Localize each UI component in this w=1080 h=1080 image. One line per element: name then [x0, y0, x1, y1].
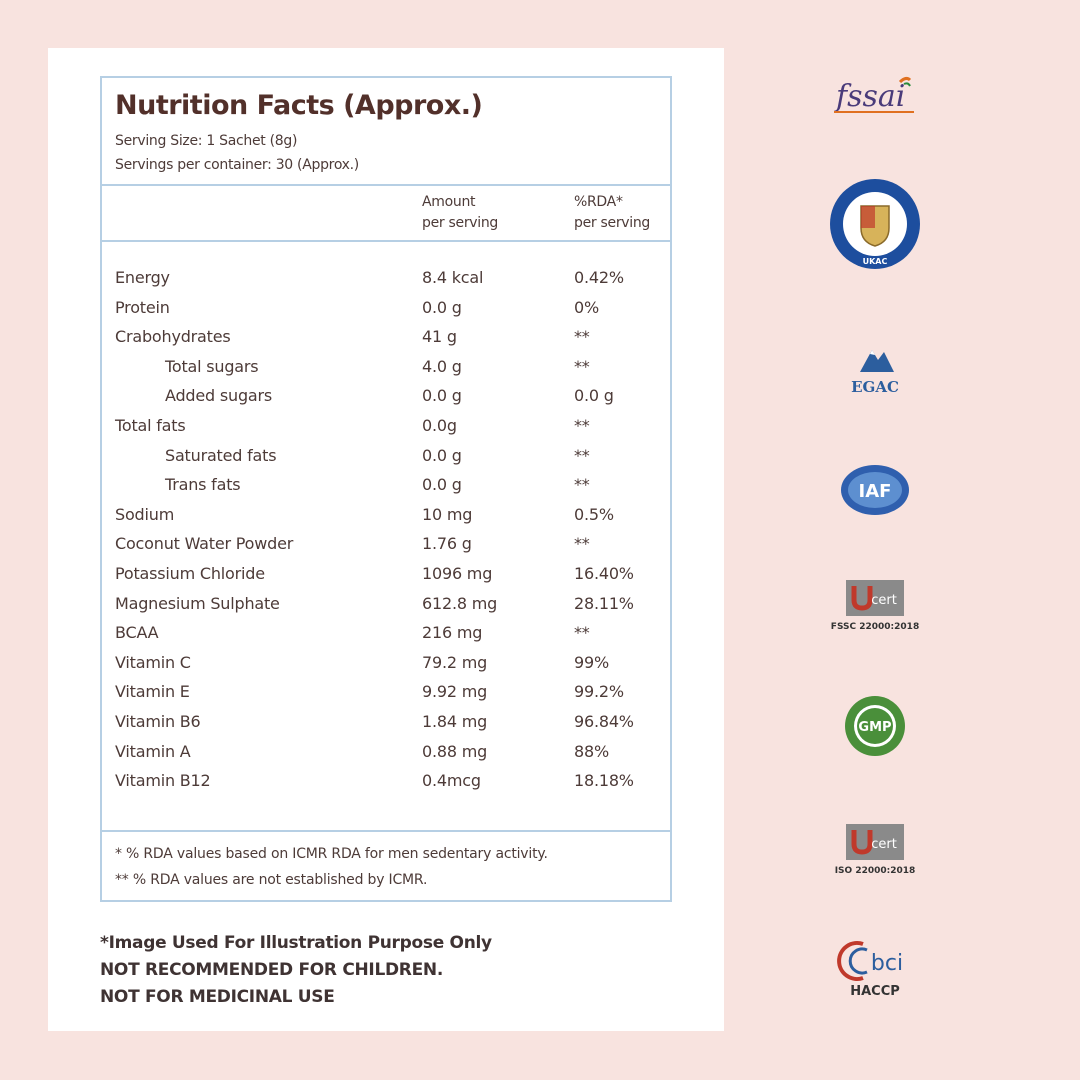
fssc-caption: FSSC 22000:2018: [830, 622, 920, 632]
bci-logo: [820, 938, 930, 999]
ukac-logo: [820, 176, 930, 272]
table-row: [102, 505, 670, 534]
nutrient-name: Trans fats: [165, 475, 241, 495]
nutrient-name: Sodium: [115, 504, 175, 524]
nutrient-name: Saturated fats: [165, 445, 277, 465]
nutrient-amount: 1.76 g: [422, 534, 472, 554]
table-row: [102, 682, 670, 711]
nutrient-rda: **: [574, 356, 590, 376]
table-row: [102, 268, 670, 297]
table-row: [102, 446, 670, 475]
nutrient-amount: 10 mg: [422, 504, 473, 524]
nutrient-name: Total sugars: [165, 356, 259, 376]
nutrient-rda: 0.0 g: [574, 386, 614, 406]
servings-per-container: Servings per container: 30 (Approx.): [115, 157, 359, 173]
nutrient-amount: 0.0g: [422, 416, 457, 435]
nutrient-amount: 4.0 g: [422, 356, 462, 376]
table-row: [102, 327, 670, 356]
column-headers: [102, 186, 670, 242]
nutrient-rda: 96.84%: [574, 712, 634, 731]
nutrient-rda: **: [574, 475, 590, 495]
nutrient-rda: 0.42%: [574, 268, 624, 287]
table-row: [102, 475, 670, 504]
nutrient-name: BCAA: [115, 623, 159, 643]
table-row: [102, 653, 670, 682]
footnote-not-established: ** % RDA values are not established by ICMR.: [115, 872, 428, 888]
nutrient-rda: 16.40%: [574, 564, 634, 583]
egac-logo: [820, 330, 930, 402]
nutrient-amount: 0.0 g: [422, 297, 462, 317]
nutrient-amount: 216 mg: [422, 623, 483, 643]
nutrient-amount: 1.84 mg: [422, 712, 488, 731]
nutrient-name: Energy: [115, 268, 170, 287]
table-row: [102, 712, 670, 741]
disclaimer-children: NOT RECOMMENDED FOR CHILDREN.: [100, 960, 443, 980]
table-row: [102, 534, 670, 563]
nutrient-rda: 99%: [574, 652, 609, 672]
nutrient-amount: 0.4mcg: [422, 771, 481, 791]
nutrition-facts-panel: [100, 76, 672, 902]
nutrient-rda: 0%: [574, 297, 599, 317]
nutrient-name: Magnesium Sulphate: [115, 593, 280, 613]
nutrient-amount: 41 g: [422, 327, 457, 347]
nutrient-amount: 0.88 mg: [422, 741, 488, 761]
table-row: [102, 357, 670, 386]
egac-text: EGAC: [851, 378, 899, 396]
table-row: [102, 623, 670, 652]
nutrient-name: Coconut Water Powder: [115, 534, 294, 554]
nutrient-name: Protein: [115, 297, 170, 317]
nutrient-rda: **: [574, 534, 590, 554]
rda-header-sub: per serving: [574, 215, 651, 231]
table-row: [102, 298, 670, 327]
nutrient-amount: 612.8 mg: [422, 593, 498, 613]
nutrient-amount: 1096 mg: [422, 564, 493, 583]
nutrient-rda: 18.18%: [574, 771, 634, 791]
nutrient-rda: **: [574, 416, 590, 435]
nutrient-rda: **: [574, 445, 590, 465]
serving-size: Serving Size: 1 Sachet (8g): [115, 133, 298, 149]
svg-text:bci: bci: [870, 951, 904, 976]
disclaimer-medicinal: NOT FOR MEDICINAL USE: [100, 987, 335, 1007]
nutrient-name: Vitamin C: [115, 652, 191, 672]
nutrient-rda: 88%: [574, 741, 609, 761]
nutrient-name: Vitamin E: [115, 682, 190, 702]
gmp-text: GMP: [858, 720, 892, 735]
nutrient-amount: 0.0 g: [422, 475, 462, 495]
table-row: [102, 386, 670, 415]
footnote-divider: [102, 830, 670, 832]
nutrient-rda: **: [574, 623, 590, 643]
nutrient-rda: 99.2%: [574, 682, 624, 702]
nutrient-name: Crabohydrates: [115, 327, 231, 347]
iso-caption: ISO 22000:2018: [834, 866, 916, 876]
table-row: [102, 742, 670, 771]
nutrient-name: Vitamin B6: [115, 712, 201, 731]
nutrient-rda: **: [574, 327, 590, 347]
nutrient-name: Total fats: [115, 416, 186, 435]
amount-header-sub: per serving: [422, 215, 499, 231]
iaf-text: IAF: [858, 481, 892, 502]
facts-title: Nutrition Facts (Approx.): [115, 90, 483, 121]
nutrient-amount: 79.2 mg: [422, 652, 488, 672]
table-row: [102, 416, 670, 445]
rda-header: %RDA*: [574, 194, 623, 210]
svg-text:cert: cert: [871, 593, 897, 608]
nutrient-rda: 28.11%: [574, 593, 634, 613]
ukac-text: UKAC: [862, 257, 888, 266]
amount-header: Amount: [422, 194, 476, 210]
nutrient-name: Potassium Chloride: [115, 564, 265, 583]
nutrient-amount: 0.0 g: [422, 386, 462, 406]
nutrient-amount: 8.4 kcal: [422, 268, 484, 287]
nutrient-name: Vitamin A: [115, 741, 191, 761]
iaf-logo: [820, 462, 930, 518]
table-row: [102, 564, 670, 593]
fssai-logo: [820, 72, 930, 116]
ukcert-fssc-logo: [820, 574, 930, 632]
nutrient-rda: 0.5%: [574, 504, 614, 524]
table-row: [102, 771, 670, 800]
svg-text:cert: cert: [871, 837, 897, 852]
ukcert-iso-logo: [820, 818, 930, 876]
nutrient-name: Vitamin B12: [115, 771, 211, 791]
table-row: [102, 594, 670, 623]
gmp-logo: [820, 694, 930, 758]
footnote-rda: * % RDA values based on ICMR RDA for men sedentary activity.: [115, 846, 548, 862]
nutrient-amount: 0.0 g: [422, 445, 462, 465]
nutrient-amount: 9.92 mg: [422, 682, 488, 702]
haccp-caption: HACCP: [850, 984, 900, 999]
fssai-text: fssai: [836, 79, 906, 114]
facts-header: [102, 78, 670, 186]
disclaimer-illustration: *Image Used For Illustration Purpose Only: [100, 933, 492, 953]
nutrient-name: Added sugars: [165, 386, 273, 406]
